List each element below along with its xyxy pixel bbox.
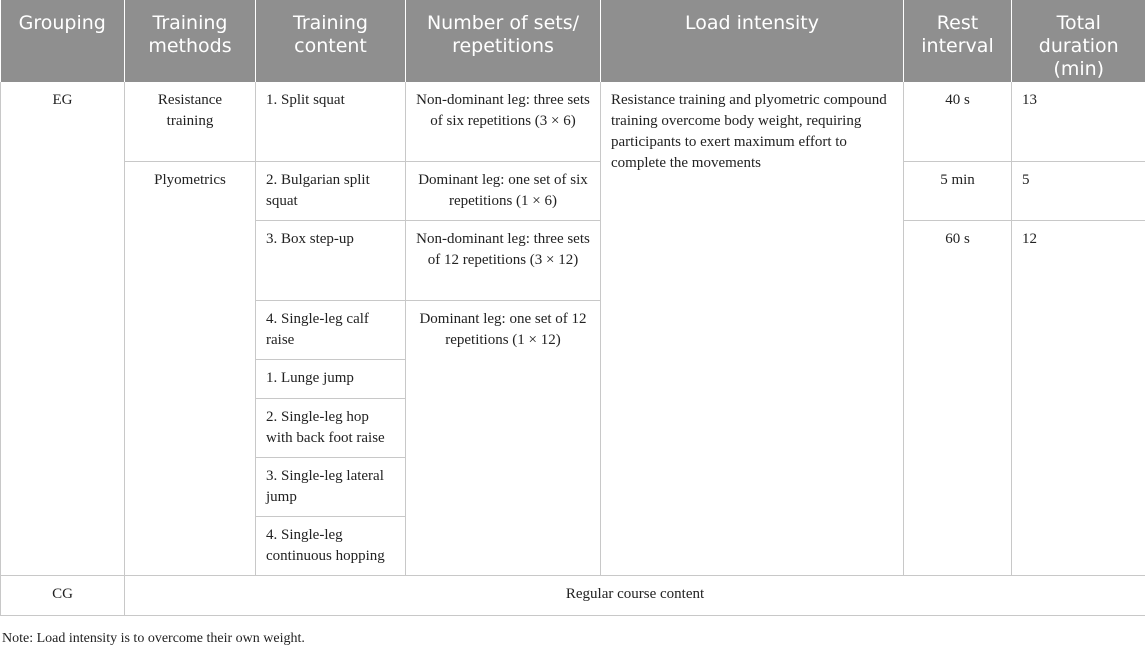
load-intensity-cell: Resistance training and plyometric compound training overcome body weight, requiring participants to exert maximum effort to complete the movements (601, 82, 904, 575)
table-row (1, 82, 1145, 161)
sets-cell: Dominant leg: one set of 12 repetitions (1 × 12) (406, 300, 601, 575)
content-cell: 2. Bulgarian split squat (256, 161, 406, 220)
rest-cell: 60 s (904, 220, 1012, 575)
header-training-methods: Training methods (125, 0, 256, 82)
header-grouping: Grouping (1, 0, 125, 82)
cg-content-cell: Regular course content (125, 575, 1145, 615)
duration-cell: 13 (1012, 82, 1145, 161)
header-training-content: Training content (256, 0, 406, 82)
content-cell: 2. Single-leg hop with back foot raise (256, 398, 406, 457)
header-sets-repetitions: Number of sets/ repetitions (406, 0, 601, 82)
method-cell: Resistance training (125, 82, 256, 161)
group-cell-cg: CG (1, 575, 125, 615)
header-row (1, 0, 1145, 82)
header-rest-interval: Rest interval (904, 0, 1012, 82)
method-cell: Plyometrics (125, 161, 256, 575)
table-note: Note: Load intensity is to overcome their own weight. (2, 631, 305, 646)
sets-cell: Non-dominant leg: three sets of 12 repetitions (3 × 12) (406, 220, 601, 300)
content-cell: 1. Lunge jump (256, 359, 406, 398)
rest-cell: 40 s (904, 82, 1012, 161)
duration-cell: 5 (1012, 161, 1145, 220)
content-cell: 1. Split squat (256, 82, 406, 161)
header-load-intensity: Load intensity (601, 0, 904, 82)
content-cell: 3. Box step-up (256, 220, 406, 300)
rest-cell: 5 min (904, 161, 1012, 220)
table-row (1, 161, 1145, 220)
content-cell: 4. Single-leg continuous hopping (256, 516, 406, 575)
sets-cell: Non-dominant leg: three sets of six repetitions (3 × 6) (406, 82, 601, 161)
header-total-duration: Total duration (min) (1012, 0, 1145, 82)
group-cell-eg: EG (1, 82, 125, 575)
content-cell: 3. Single-leg lateral jump (256, 457, 406, 516)
content-cell: 4. Single-leg calf raise (256, 300, 406, 359)
duration-cell: 12 (1012, 220, 1145, 575)
table-row (1, 575, 1145, 615)
sets-cell: Dominant leg: one set of six repetitions (1 × 6) (406, 161, 601, 220)
